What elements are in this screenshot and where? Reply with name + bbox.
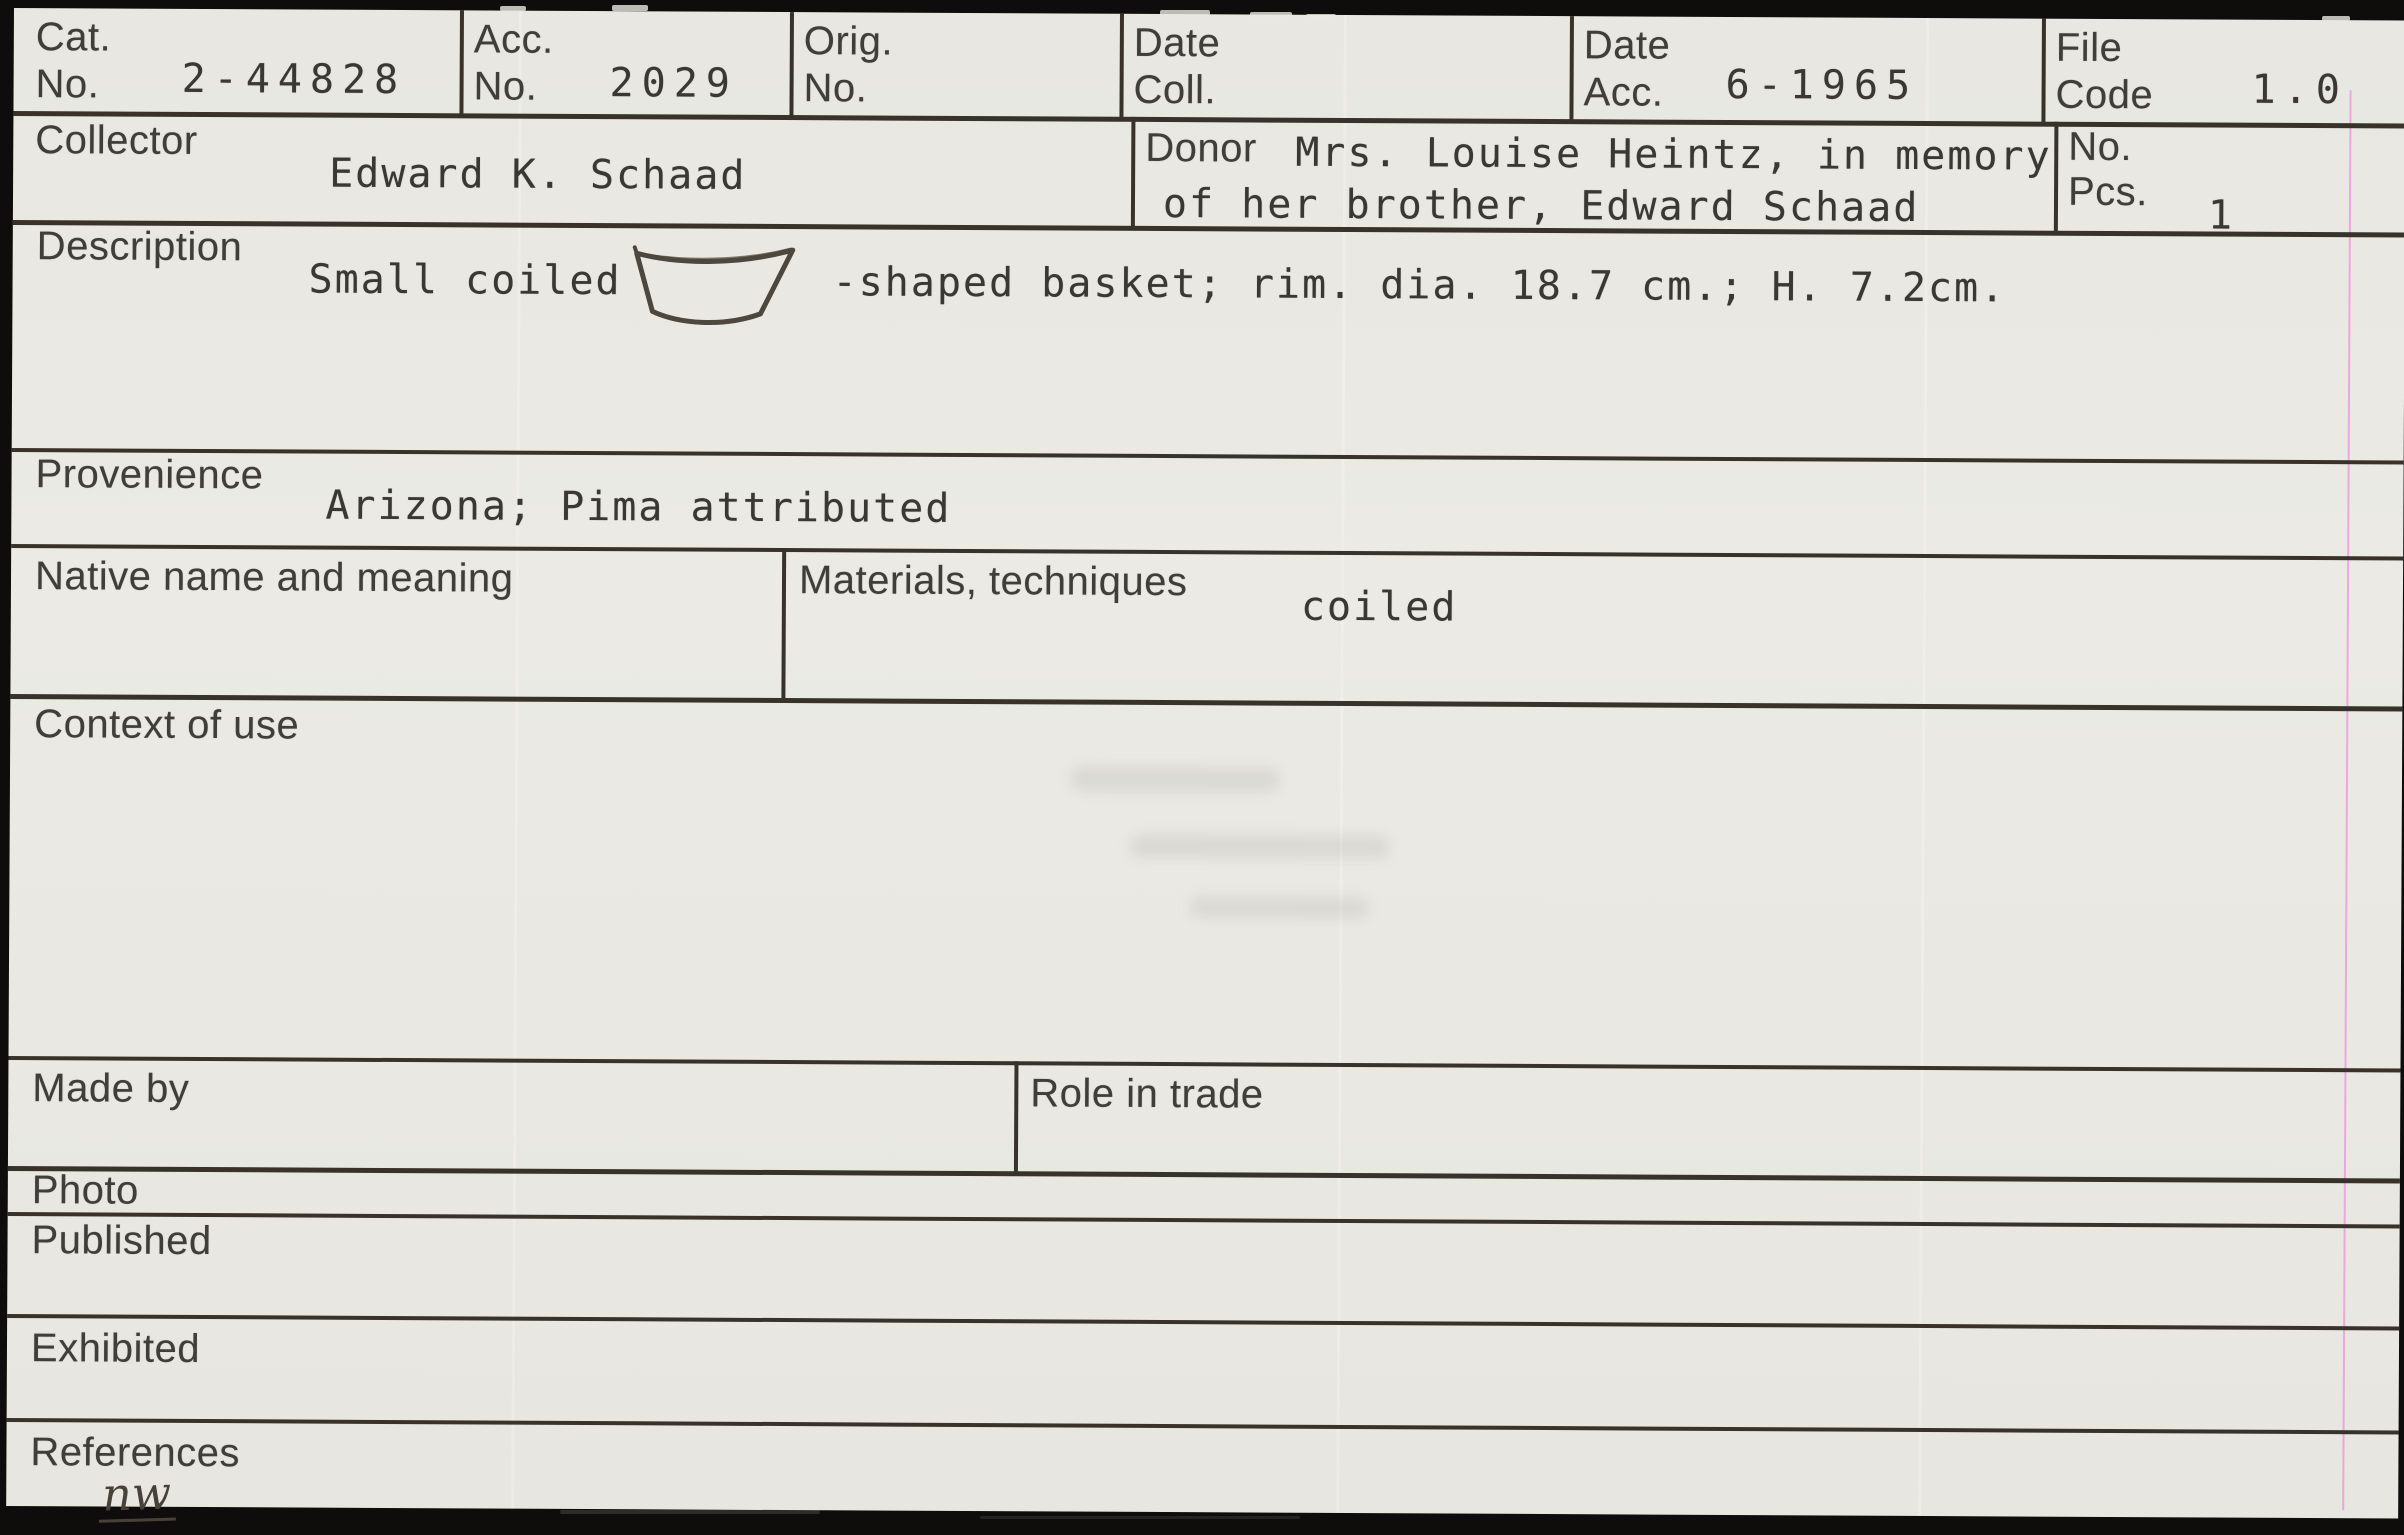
acc-label-line1: Acc. [473, 17, 554, 62]
cat-label-line2: No. [35, 62, 100, 107]
date-acc-value: 6-1965 [1725, 61, 1919, 109]
scan-streak [1336, 15, 1347, 1513]
rule-exhibited-bottom [7, 1418, 2399, 1435]
divider-donor-pcs [2054, 122, 2059, 235]
exhibited-label: Exhibited [30, 1326, 201, 1371]
donor-value-line2: of her brother, Edward Schaad [1162, 181, 1920, 231]
made-by-label: Made by [32, 1066, 190, 1111]
basket-profile-drawing-icon [622, 239, 809, 336]
file-code-label-line2: Code [2055, 72, 2154, 118]
orig-label-line2: No. [803, 66, 868, 111]
provenience-label: Provenience [35, 452, 264, 498]
donor-value-line1: Mrs. Louise Heintz, in memory [1295, 129, 2052, 180]
scan-streak [1918, 18, 1929, 1516]
file-code-label-line1: File [2055, 25, 2123, 71]
context-of-use-label: Context of use [34, 702, 300, 748]
date-coll-label-line1: Date [1133, 20, 1221, 66]
description-text-before-shape: Small coiled [308, 256, 622, 305]
divider-acc-orig [789, 12, 794, 119]
materials-value: coiled [1300, 583, 1458, 631]
orig-no-label [803, 18, 893, 112]
divider-dateacc-filecode [2041, 19, 2046, 126]
scan-speck [1306, 14, 1336, 18]
collector-label: Collector [35, 118, 198, 163]
ink-bleed-smudge [1070, 766, 1280, 793]
no-pcs-label-line2: Pcs. [2067, 169, 2148, 215]
divider-collector-donor [1131, 117, 1136, 230]
ink-bleed-smudge [1130, 834, 1390, 859]
file-code-value: 1.0 [2251, 66, 2348, 114]
collector-value: Edward K. Schaad [329, 150, 747, 199]
native-name-label: Native name and meaning [34, 554, 514, 601]
file-code-label [2055, 25, 2153, 120]
scan-speck [612, 5, 648, 11]
donor-label: Donor [1145, 125, 1257, 171]
orig-label-line1: Orig. [803, 19, 894, 64]
rule-made-by-bottom [8, 1166, 2400, 1184]
no-pcs-label [2068, 125, 2148, 215]
description-text-after-shape: -shaped basket; rim. dia. 18.7 cm.; H. 7.2cm. [832, 259, 2007, 312]
date-acc-label-line1: Date [1583, 23, 1671, 68]
rule-description-bottom [12, 448, 2404, 465]
materials-label: Materials, techniques [798, 558, 1188, 605]
acc-no-value: 2029 [609, 60, 739, 107]
rule-photo-bottom [8, 1212, 2400, 1229]
role-in-trade-label: Role in trade [1030, 1071, 1264, 1117]
divider-orig-datecoll [1119, 14, 1124, 121]
scan-streak [511, 11, 522, 1509]
description-label: Description [36, 224, 243, 270]
date-coll-label [1133, 20, 1220, 114]
acc-no-label [473, 16, 553, 110]
published-label: Published [31, 1218, 212, 1264]
scan-artifact-pink-line [2342, 90, 2351, 1510]
divider-native-materials [781, 548, 786, 702]
date-coll-label-line2: Coll. [1133, 67, 1217, 113]
cat-no-value: 2-44828 [181, 55, 407, 104]
rule-native-materials-bottom [10, 694, 2402, 712]
cat-label-line1: Cat. [35, 15, 112, 60]
scan-speck [2322, 16, 2350, 21]
date-acc-label [1583, 22, 1670, 116]
references-label: References [30, 1430, 241, 1476]
divider-madeby-role [1014, 1061, 1019, 1175]
ink-bleed-smudge [1189, 896, 1369, 919]
date-acc-label-line2: Acc. [1583, 70, 1664, 115]
scan-speck [1250, 12, 1292, 17]
scan-speck [560, 1510, 820, 1514]
no-pcs-value: 1 [2207, 192, 2235, 239]
scan-speck [500, 6, 526, 11]
scan-speck [980, 1516, 1300, 1519]
rule-published-bottom [7, 1314, 2399, 1331]
references-handwritten-annotation: nw [97, 1470, 175, 1523]
provenience-value: Arizona; Pima attributed [325, 482, 952, 532]
acc-label-line2: No. [473, 64, 538, 109]
divider-datecoll-dateacc [1569, 16, 1574, 123]
cat-no-label [35, 14, 111, 108]
no-pcs-label-line1: No. [2068, 124, 2133, 170]
rule-context-bottom [8, 1056, 2400, 1073]
photo-label: Photo [31, 1168, 139, 1213]
scan-speck [1160, 10, 1210, 15]
catalog-card [6, 8, 2404, 1522]
divider-cat-acc [459, 10, 464, 117]
